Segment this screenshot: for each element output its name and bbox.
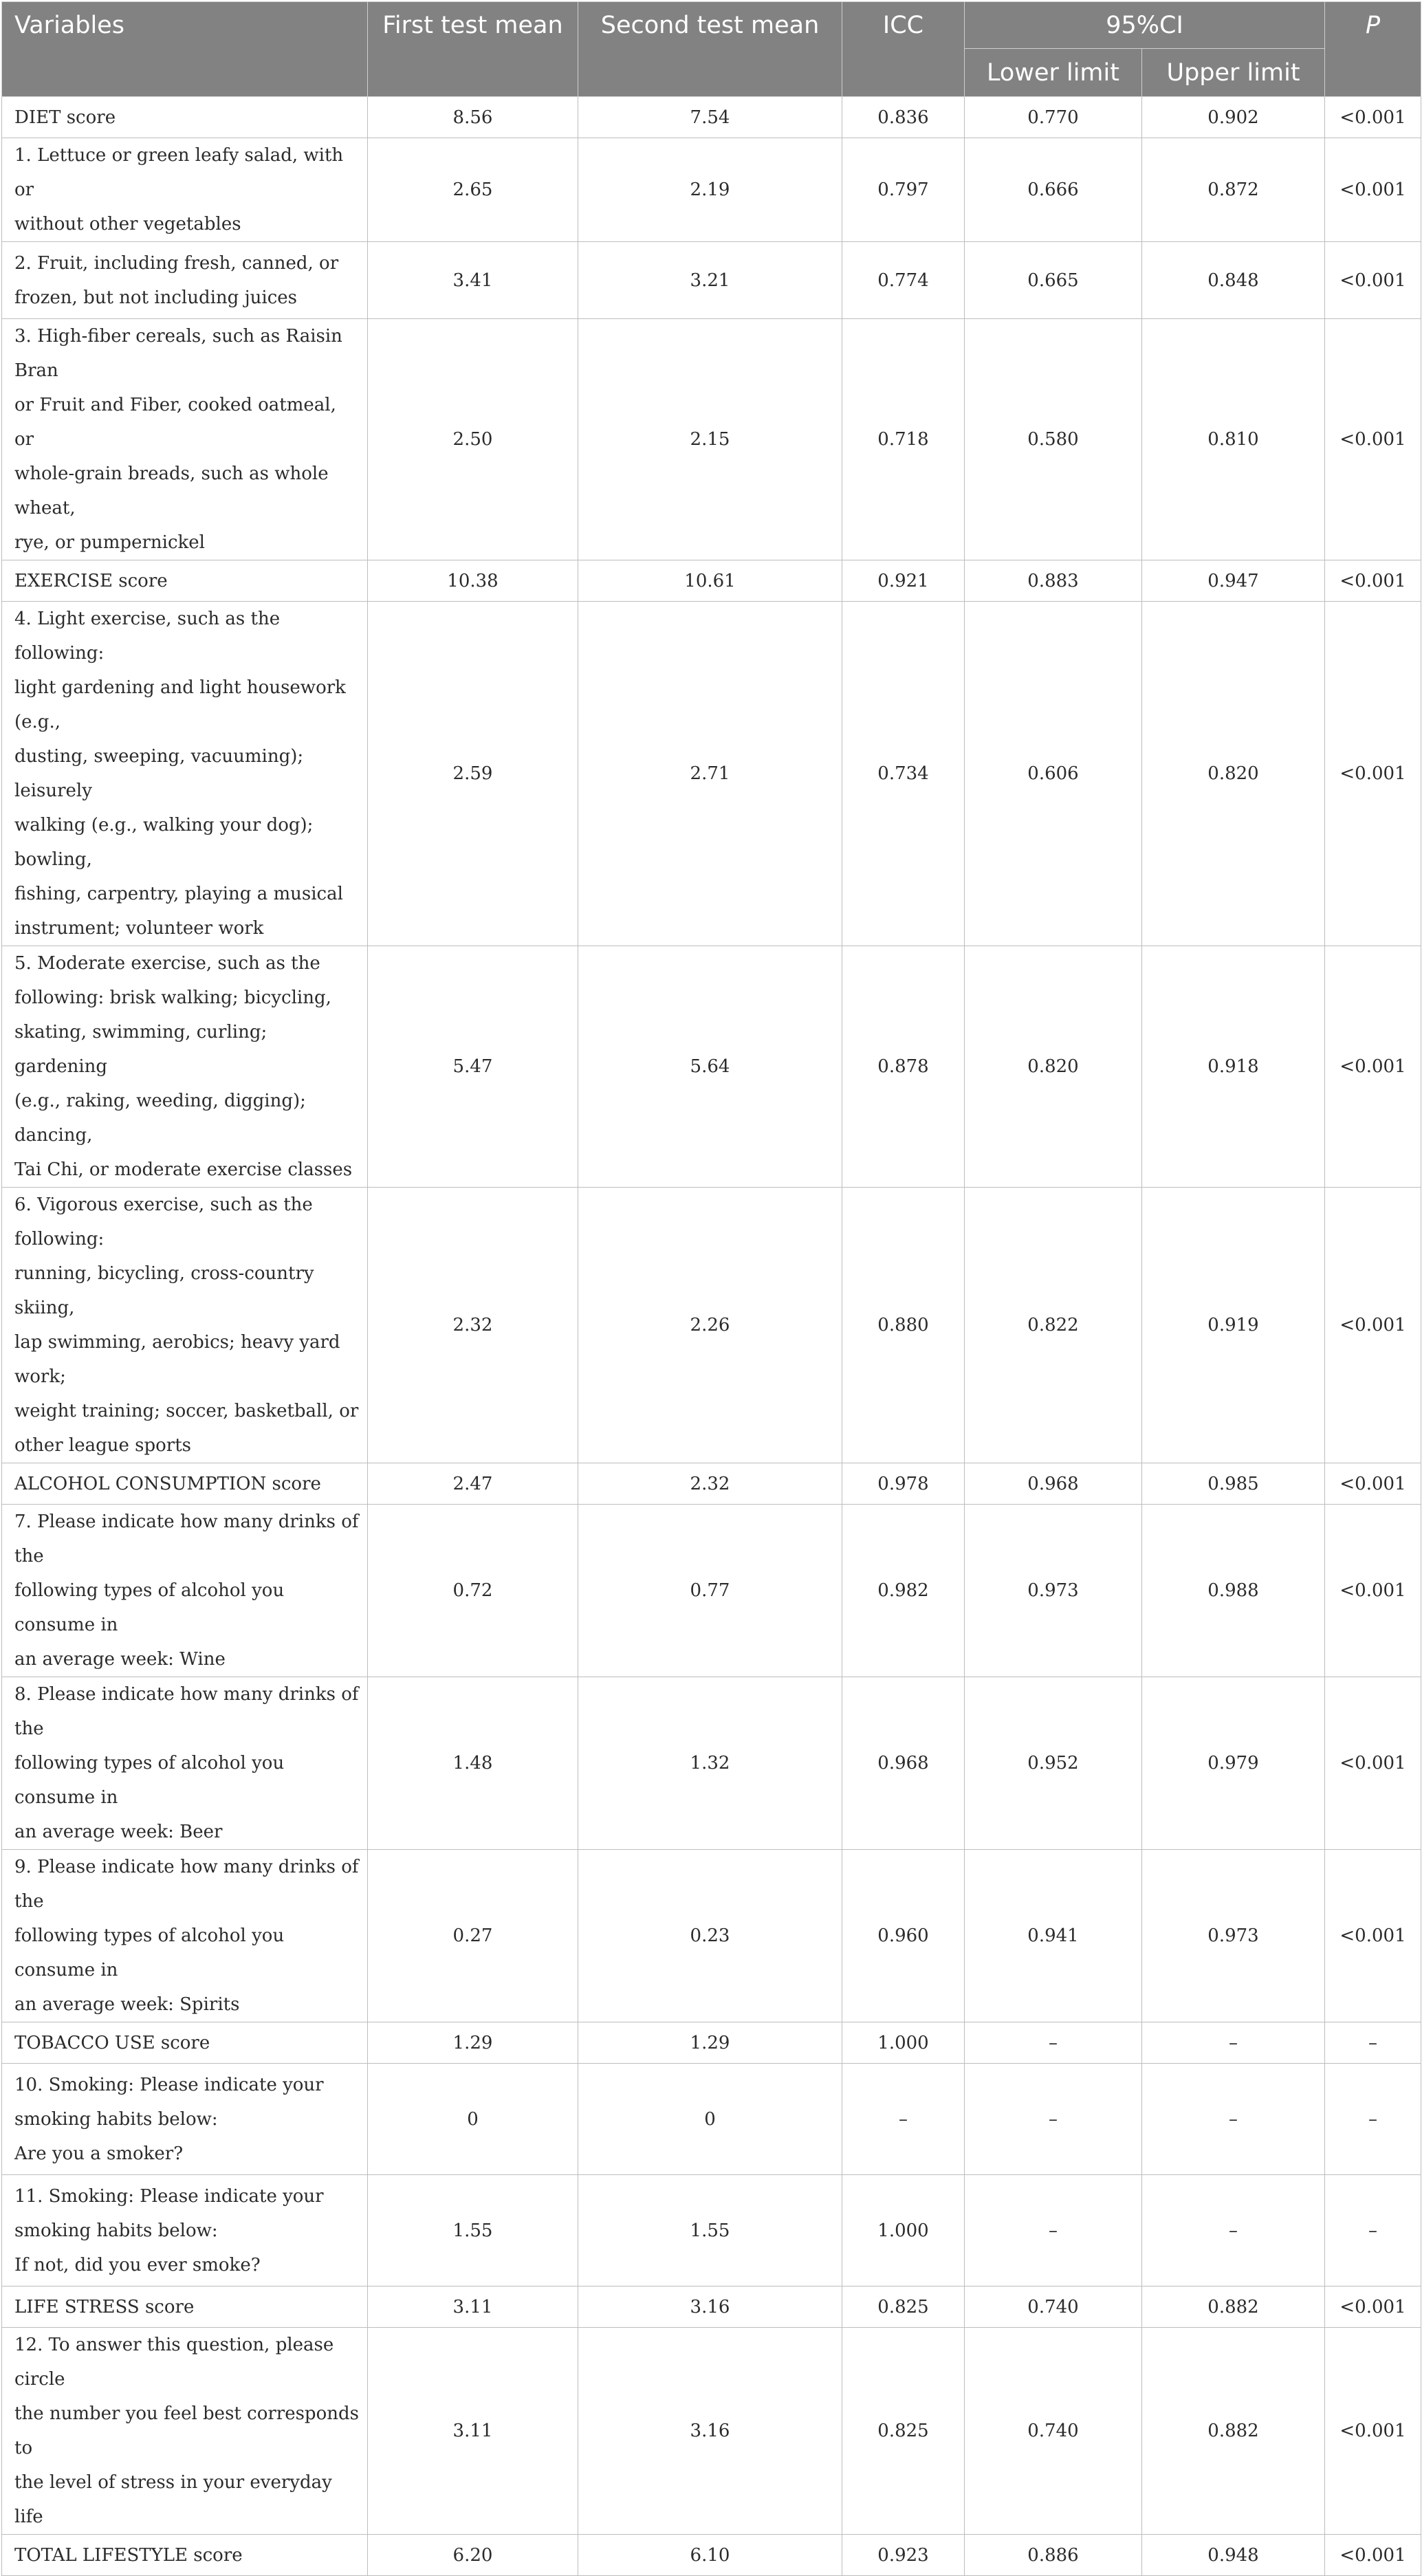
variable-cell: 2. Fruit, including fresh, canned, or frozen, but not including juices — [2, 242, 368, 319]
p-value-cell: <0.001 — [1325, 2286, 1421, 2328]
table-row — [2, 1850, 1421, 2022]
upper-limit-cell: 0.919 — [1142, 1188, 1325, 1463]
first-mean-cell: 10.38 — [368, 560, 578, 602]
second-mean-cell: 3.16 — [578, 2286, 842, 2328]
header-upper-limit: Upper limit — [1142, 49, 1325, 97]
first-mean-cell: 8.56 — [368, 97, 578, 138]
header-p: P — [1325, 2, 1421, 97]
first-mean-cell: 2.50 — [368, 319, 578, 560]
p-value-cell: <0.001 — [1325, 242, 1421, 319]
icc-cell: 0.825 — [842, 2286, 965, 2328]
table-row — [2, 138, 1421, 242]
upper-limit-cell: – — [1142, 2064, 1325, 2175]
variable-cell: 5. Moderate exercise, such as the following: brisk walking; bicycling, skating, swimming, curling; gardening (e.g., raking, weeding, digging); dancing, Tai Chi, or moderate exercise classes — [2, 946, 368, 1188]
lower-limit-cell: 0.886 — [965, 2535, 1142, 2576]
upper-limit-cell: 0.979 — [1142, 1677, 1325, 1850]
variable-cell: EXERCISE score — [2, 560, 368, 602]
first-mean-cell: 5.47 — [368, 946, 578, 1188]
table-row — [2, 946, 1421, 1188]
upper-limit-cell: 0.902 — [1142, 97, 1325, 138]
icc-cell: 0.880 — [842, 1188, 965, 1463]
first-mean-cell: 6.20 — [368, 2535, 578, 2576]
variable-cell: 12. To answer this question, please circle the number you feel best corresponds to the level of stress in your everyday life — [2, 2328, 368, 2535]
second-mean-cell: 2.15 — [578, 319, 842, 560]
p-value-cell: <0.001 — [1325, 602, 1421, 946]
table-row — [2, 1188, 1421, 1463]
first-mean-cell: 3.11 — [368, 2286, 578, 2328]
second-mean-cell: 3.21 — [578, 242, 842, 319]
upper-limit-cell: 0.820 — [1142, 602, 1325, 946]
lower-limit-cell: 0.665 — [965, 242, 1142, 319]
table-row — [2, 97, 1421, 138]
icc-cell: – — [842, 2064, 965, 2175]
first-mean-cell: 1.29 — [368, 2022, 578, 2064]
upper-limit-cell: 0.947 — [1142, 560, 1325, 602]
icc-cell: 0.923 — [842, 2535, 965, 2576]
lower-limit-cell: 0.883 — [965, 560, 1142, 602]
p-value-cell: – — [1325, 2175, 1421, 2286]
upper-limit-cell: 0.810 — [1142, 319, 1325, 560]
second-mean-cell: 2.32 — [578, 1463, 842, 1505]
p-value-cell: <0.001 — [1325, 138, 1421, 242]
upper-limit-cell: 0.988 — [1142, 1505, 1325, 1677]
lower-limit-cell: – — [965, 2175, 1142, 2286]
variable-cell: 1. Lettuce or green leafy salad, with or without other vegetables — [2, 138, 368, 242]
second-mean-cell: 1.55 — [578, 2175, 842, 2286]
p-value-cell: <0.001 — [1325, 560, 1421, 602]
second-mean-cell: 5.64 — [578, 946, 842, 1188]
icc-cell: 0.968 — [842, 1677, 965, 1850]
table-row — [2, 1677, 1421, 1850]
table-row — [2, 2328, 1421, 2535]
lower-limit-cell: 0.820 — [965, 946, 1142, 1188]
lower-limit-cell: 0.606 — [965, 602, 1142, 946]
variable-cell: 8. Please indicate how many drinks of the following types of alcohol you consume in an average week: Beer — [2, 1677, 368, 1850]
upper-limit-cell: 0.872 — [1142, 138, 1325, 242]
first-mean-cell: 3.11 — [368, 2328, 578, 2535]
p-value-cell: <0.001 — [1325, 97, 1421, 138]
table-row — [2, 2535, 1421, 2576]
second-mean-cell: 0 — [578, 2064, 842, 2175]
icc-cell: 1.000 — [842, 2022, 965, 2064]
p-value-cell: <0.001 — [1325, 1505, 1421, 1677]
variable-cell: 6. Vigorous exercise, such as the following: running, bicycling, cross-country skiing, lap swimming, aerobics; heavy yard work; weight training; soccer, basketball, or other league sports — [2, 1188, 368, 1463]
second-mean-cell: 3.16 — [578, 2328, 842, 2535]
icc-cell: 0.774 — [842, 242, 965, 319]
upper-limit-cell: 0.948 — [1142, 2535, 1325, 2576]
variable-cell: 9. Please indicate how many drinks of the following types of alcohol you consume in an average week: Spirits — [2, 1850, 368, 2022]
upper-limit-cell: 0.882 — [1142, 2286, 1325, 2328]
icc-cell: 0.978 — [842, 1463, 965, 1505]
lower-limit-cell: 0.666 — [965, 138, 1142, 242]
first-mean-cell: 0.27 — [368, 1850, 578, 2022]
variable-cell: TOBACCO USE score — [2, 2022, 368, 2064]
second-mean-cell: 1.29 — [578, 2022, 842, 2064]
header-first-mean: First test mean — [368, 2, 578, 97]
table-row — [2, 2286, 1421, 2328]
upper-limit-cell: 0.882 — [1142, 2328, 1325, 2535]
icc-cell: 0.982 — [842, 1505, 965, 1677]
upper-limit-cell: 0.973 — [1142, 1850, 1325, 2022]
lower-limit-cell: 0.941 — [965, 1850, 1142, 2022]
variable-cell: 3. High-fiber cereals, such as Raisin Bran or Fruit and Fiber, cooked oatmeal, or whole-grain breads, such as whole wheat, rye, or pumpernickel — [2, 319, 368, 560]
lower-limit-cell: 0.973 — [965, 1505, 1142, 1677]
second-mean-cell: 0.77 — [578, 1505, 842, 1677]
header-variables: Variables — [2, 2, 368, 97]
table-row — [2, 560, 1421, 602]
variable-cell: 4. Light exercise, such as the following: light gardening and light housework (e.g., dusting, sweeping, vacuuming); leisurely walking (e.g., walking your dog); bowling, fishing, carpentry, playing a musical instrument; volunteer work — [2, 602, 368, 946]
lower-limit-cell: 0.740 — [965, 2286, 1142, 2328]
upper-limit-cell: 0.848 — [1142, 242, 1325, 319]
second-mean-cell: 10.61 — [578, 560, 842, 602]
icc-cell: 0.836 — [842, 97, 965, 138]
p-value-cell: <0.001 — [1325, 1188, 1421, 1463]
p-value-cell: <0.001 — [1325, 1677, 1421, 1850]
icc-cell: 0.734 — [842, 602, 965, 946]
lower-limit-cell: 0.968 — [965, 1463, 1142, 1505]
icc-cell: 0.825 — [842, 2328, 965, 2535]
p-value-cell: – — [1325, 2064, 1421, 2175]
second-mean-cell: 2.26 — [578, 1188, 842, 1463]
p-value-cell: <0.001 — [1325, 1850, 1421, 2022]
upper-limit-cell: – — [1142, 2175, 1325, 2286]
first-mean-cell: 1.55 — [368, 2175, 578, 2286]
variable-cell: LIFE STRESS score — [2, 2286, 368, 2328]
icc-cell: 0.960 — [842, 1850, 965, 2022]
first-mean-cell: 3.41 — [368, 242, 578, 319]
lower-limit-cell: 0.740 — [965, 2328, 1142, 2535]
header-icc: ICC — [842, 2, 965, 97]
second-mean-cell: 2.71 — [578, 602, 842, 946]
table-row — [2, 602, 1421, 946]
lower-limit-cell: 0.822 — [965, 1188, 1142, 1463]
second-mean-cell: 0.23 — [578, 1850, 842, 2022]
upper-limit-cell: 0.918 — [1142, 946, 1325, 1188]
icc-cell: 0.718 — [842, 319, 965, 560]
lower-limit-cell: – — [965, 2022, 1142, 2064]
header-lower-limit: Lower limit — [965, 49, 1142, 97]
p-value-cell: <0.001 — [1325, 2535, 1421, 2576]
icc-cell: 0.921 — [842, 560, 965, 602]
second-mean-cell: 7.54 — [578, 97, 842, 138]
reliability-table — [1, 1, 1421, 2576]
first-mean-cell: 2.59 — [368, 602, 578, 946]
first-mean-cell: 2.47 — [368, 1463, 578, 1505]
p-value-cell: <0.001 — [1325, 946, 1421, 1188]
first-mean-cell: 2.32 — [368, 1188, 578, 1463]
variable-cell: ALCOHOL CONSUMPTION score — [2, 1463, 368, 1505]
first-mean-cell: 0 — [368, 2064, 578, 2175]
lower-limit-cell: – — [965, 2064, 1142, 2175]
p-value-cell: <0.001 — [1325, 2328, 1421, 2535]
table-row — [2, 2175, 1421, 2286]
second-mean-cell: 2.19 — [578, 138, 842, 242]
variable-cell: 7. Please indicate how many drinks of the following types of alcohol you consume in an average week: Wine — [2, 1505, 368, 1677]
header-second-mean: Second test mean — [578, 2, 842, 97]
table-row — [2, 1463, 1421, 1505]
variable-cell: TOTAL LIFESTYLE score — [2, 2535, 368, 2576]
icc-cell: 0.878 — [842, 946, 965, 1188]
upper-limit-cell: 0.985 — [1142, 1463, 1325, 1505]
table-row — [2, 1505, 1421, 1677]
lower-limit-cell: 0.580 — [965, 319, 1142, 560]
second-mean-cell: 1.32 — [578, 1677, 842, 1850]
p-value-cell: <0.001 — [1325, 1463, 1421, 1505]
table-body — [2, 97, 1421, 2576]
upper-limit-cell: – — [1142, 2022, 1325, 2064]
icc-cell: 0.797 — [842, 138, 965, 242]
p-value-cell: – — [1325, 2022, 1421, 2064]
lower-limit-cell: 0.770 — [965, 97, 1142, 138]
lower-limit-cell: 0.952 — [965, 1677, 1142, 1850]
table-row — [2, 319, 1421, 560]
first-mean-cell: 1.48 — [368, 1677, 578, 1850]
variable-cell: DIET score — [2, 97, 368, 138]
second-mean-cell: 6.10 — [578, 2535, 842, 2576]
table-header — [2, 2, 1421, 97]
p-value-cell: <0.001 — [1325, 319, 1421, 560]
table-row — [2, 242, 1421, 319]
header-95ci: 95%CI — [965, 2, 1325, 49]
variable-cell: 10. Smoking: Please indicate your smoking habits below: Are you a smoker? — [2, 2064, 368, 2175]
table-row — [2, 2064, 1421, 2175]
icc-cell: 1.000 — [842, 2175, 965, 2286]
first-mean-cell: 2.65 — [368, 138, 578, 242]
first-mean-cell: 0.72 — [368, 1505, 578, 1677]
table-row — [2, 2022, 1421, 2064]
variable-cell: 11. Smoking: Please indicate your smoking habits below: If not, did you ever smoke? — [2, 2175, 368, 2286]
